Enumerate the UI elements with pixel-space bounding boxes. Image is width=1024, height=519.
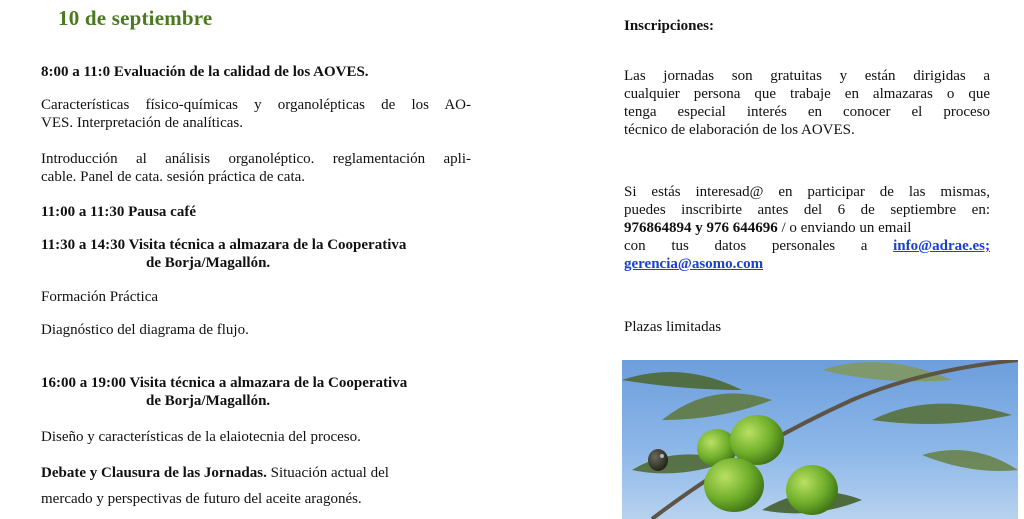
text-fragment: con tus datos personales a [624,238,894,254]
email-link-info[interactable]: info@adrae.es; [893,238,990,254]
closing-rest: Situación actual del [266,465,389,481]
session-heading-1: 8:00 a 11:0 Evaluación de la calidad de los AOVES. [41,64,369,80]
session-3-paragraph-1: Formación Práctica [41,289,159,305]
text-fragment: / o enviando un email [777,220,912,236]
text-line: tenga especial interés en conocer el proceso [624,104,990,120]
page-title: 10 de septiembre [58,6,213,30]
text-line: 11:30 a 14:30 Visita técnica a almazara de la Cooperativa [41,237,407,253]
text-line [624,237,990,255]
registration-heading: Inscripciones: [624,18,714,34]
phone-numbers: 976864894 y 976 644696 [624,220,778,236]
text-line: Introducción al análisis organoléptico. reglamentación apli- [41,151,471,167]
closing-paragraph [41,460,471,512]
text-line: técnico de elaboración de los AOVES. [624,122,855,138]
limited-places: Plazas limitadas [624,319,722,335]
text-line [624,219,990,237]
session-1-paragraph-2 [41,150,471,186]
text-line: de Borja/Magallón. [146,393,271,409]
email-link-gerencia[interactable]: gerencia@asomo.com [624,256,764,272]
session-heading-2: 11:00 a 11:30 Pausa café [41,204,196,220]
session-4-paragraph-1: Diseño y características de la elaiotecnia del proceso. [41,429,361,445]
session-heading-3 [41,236,471,272]
text-line: Si estás interesad@ en participar de las mismas, [624,184,990,200]
text-line: 16:00 a 19:00 Visita técnica a almazara de la Cooperativa [41,375,408,391]
closing-bold: Debate y Clausura de las Jornadas. [41,465,267,481]
text-line: de Borja/Magallón. [146,255,271,271]
text-line: cualquier persona que trabaje en almazaras o que [624,86,990,102]
text-line: cable. Panel de cata. sesión práctica de cata. [41,169,306,185]
text-line [41,460,471,486]
text-line: puedes inscribirte antes del 6 de septiembre en: [624,202,990,218]
text-line: Las jornadas son gratuitas y están dirigidas a [624,68,990,84]
session-1-paragraph-1 [41,96,471,132]
text-line [624,255,990,273]
text-line: mercado y perspectivas de futuro del aceite aragonés. [41,491,362,507]
olive-branch-photo [622,360,1018,519]
session-3-paragraph-2: Diagnóstico del diagrama de flujo. [41,322,249,338]
olive-branch-illustration [622,360,1018,519]
text-line: VES. Interpretación de analíticas. [41,115,244,131]
text-line: Características físico-químicas y organolépticas de los AO- [41,97,471,113]
session-heading-4 [41,374,471,410]
registration-paragraph-1 [624,67,990,139]
registration-paragraph-2 [624,183,990,273]
